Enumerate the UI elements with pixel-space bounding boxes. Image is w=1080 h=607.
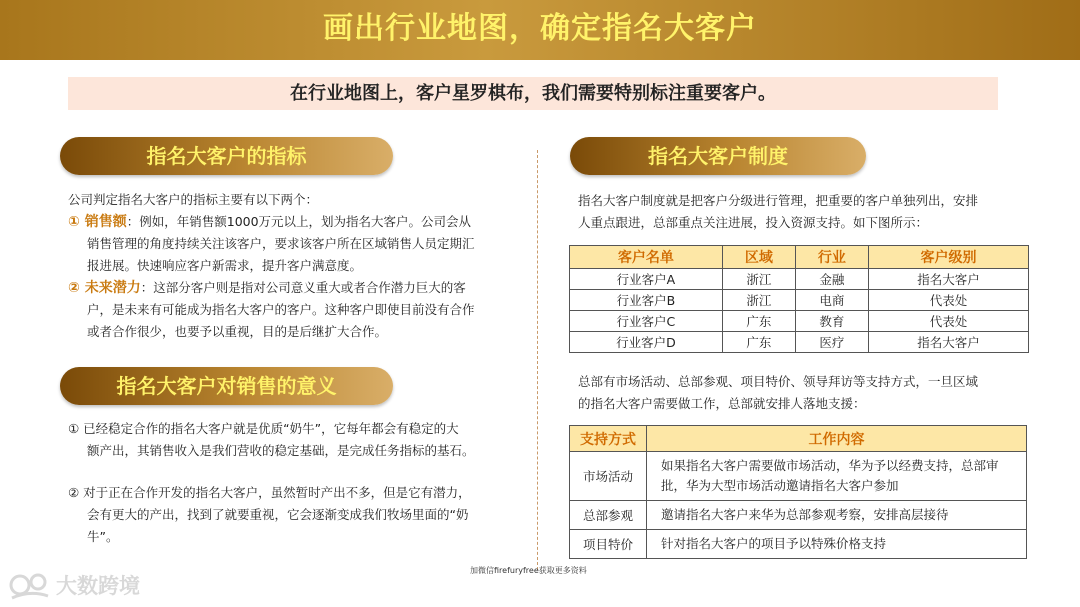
item-label: ① 销售额 xyxy=(68,214,127,230)
item-text: ：这部分客户则是指对公司意义重大或者合作潜力巨大的客 xyxy=(140,280,466,295)
support-table xyxy=(569,425,1027,559)
item-text-line: 销售管理的角度持续关注该客户，要求该客户所在区域销售人员定期汇 xyxy=(87,236,475,251)
footer-note: 加微信firefuryfree获取更多资料 xyxy=(470,566,587,575)
table-cell: 行业客户A xyxy=(570,269,723,290)
column-header: 工作内容 xyxy=(647,426,1027,452)
table-row xyxy=(570,452,1027,501)
table-cell: 教育 xyxy=(795,311,868,332)
table-cell: 指名大客户 xyxy=(868,269,1028,290)
section-header-system xyxy=(570,137,866,175)
table-row xyxy=(570,311,1029,332)
table-cell: 金融 xyxy=(795,269,868,290)
table-cell: 指名大客户 xyxy=(868,332,1028,353)
intro-line: 指名大客户制度就是把客户分级进行管理，把重要的客户单独列出，安排 xyxy=(578,193,979,208)
item-text: ：例如，年销售额1000万元以上，划为指名大客户。公司会从 xyxy=(126,214,472,229)
table-cell: 邀请指名大客户来华为总部参观考察，安排高层接待 xyxy=(647,501,1027,530)
watermark-icon xyxy=(8,568,52,602)
table-cell: 代表处 xyxy=(868,290,1028,311)
table-cell: 行业客户C xyxy=(570,311,723,332)
section-header-significance xyxy=(60,367,393,405)
table-cell: 行业客户B xyxy=(570,290,723,311)
section-title: 指名大客户制度 xyxy=(648,144,788,168)
customer-table xyxy=(569,245,1029,353)
item-text-line: 报进展。快速响应客户新需求，提升客户满意度。 xyxy=(87,258,363,273)
column-header: 客户名单 xyxy=(570,246,723,269)
intro-line: 总部有市场活动、总部参观、项目特价、领导拜访等支持方式，一旦区域 xyxy=(578,374,979,389)
section-header-indicators xyxy=(60,137,393,175)
table-row xyxy=(570,530,1027,559)
intro-line: 的指名大客户需要做工作，总部就安排人落地支援： xyxy=(578,396,866,411)
table-cell: 浙江 xyxy=(722,290,795,311)
point-line: ① 已经稳定合作的指名大客户就是优质“奶牛”，它每年都会有稳定的大 xyxy=(68,421,459,436)
subtitle-text: 在行业地图上，客户星罗棋布，我们需要特别标注重要客户。 xyxy=(290,83,776,104)
table-cell: 行业客户D xyxy=(570,332,723,353)
intro-line: 公司判定指名大客户的指标主要有以下两个： xyxy=(68,192,319,207)
table-cell: 广东 xyxy=(722,332,795,353)
page-title: 画出行业地图，确定指名大客户 xyxy=(323,11,757,46)
section-title: 指名大客户对销售的意义 xyxy=(116,374,337,398)
column-header: 支持方式 xyxy=(570,426,647,452)
item-potential xyxy=(68,277,528,299)
point-line: ② 对于正在合作开发的指名大客户，虽然暂时产出不多，但是它有潜力， xyxy=(68,485,471,500)
point-line: 牛”。 xyxy=(87,529,119,544)
system-intro xyxy=(578,190,1038,234)
item-text-line: 或者合作很少，也要予以重视，目的是后继扩大合作。 xyxy=(87,324,388,339)
item-text-line: 户，是未来有可能成为指名大客户的客户。这种客户即使目前没有合作 xyxy=(87,302,475,317)
column-header: 行业 xyxy=(795,246,868,269)
table-row xyxy=(570,501,1027,530)
table-cell: 总部参观 xyxy=(570,501,647,530)
table-cell: 市场活动 xyxy=(570,452,647,501)
table-cell: 代表处 xyxy=(868,311,1028,332)
watermark-text: 大数跨境 xyxy=(56,574,140,598)
significance-paragraph xyxy=(68,418,528,548)
section-title: 指名大客户的指标 xyxy=(146,144,307,168)
point-line: 额产出，其销售收入是我们营收的稳定基础，是完成任务指标的基石。 xyxy=(87,443,475,458)
subtitle-bar xyxy=(68,77,998,110)
indicators-paragraph xyxy=(68,189,528,343)
table-row xyxy=(570,332,1029,353)
table-cell: 医疗 xyxy=(795,332,868,353)
watermark-logo xyxy=(8,568,148,604)
column-header: 区域 xyxy=(722,246,795,269)
table-cell: 项目特价 xyxy=(570,530,647,559)
table-row xyxy=(570,269,1029,290)
table-cell: 针对指名大客户的项目予以特殊价格支持 xyxy=(647,530,1027,559)
table-cell: 浙江 xyxy=(722,269,795,290)
item-sales xyxy=(68,211,528,233)
column-header: 客户级别 xyxy=(868,246,1028,269)
table-header-row xyxy=(570,246,1029,269)
table-cell: 电商 xyxy=(795,290,868,311)
table-header-row xyxy=(570,426,1027,452)
point-line: 会有更大的产出，找到了就要重视，它会逐渐变成我们牧场里面的“奶 xyxy=(87,507,469,522)
table-cell: 如果指名大客户需要做市场活动，华为予以经费支持，总部审批，华为大型市场活动邀请指名大客户参加 xyxy=(647,452,1027,501)
item-label: ② 未来潜力 xyxy=(68,280,141,296)
column-divider xyxy=(537,150,538,570)
support-intro xyxy=(578,371,1038,415)
table-cell: 广东 xyxy=(722,311,795,332)
intro-line: 人重点跟进，总部重点关注进展，投入资源支持。如下图所示： xyxy=(578,215,929,230)
table-row xyxy=(570,290,1029,311)
